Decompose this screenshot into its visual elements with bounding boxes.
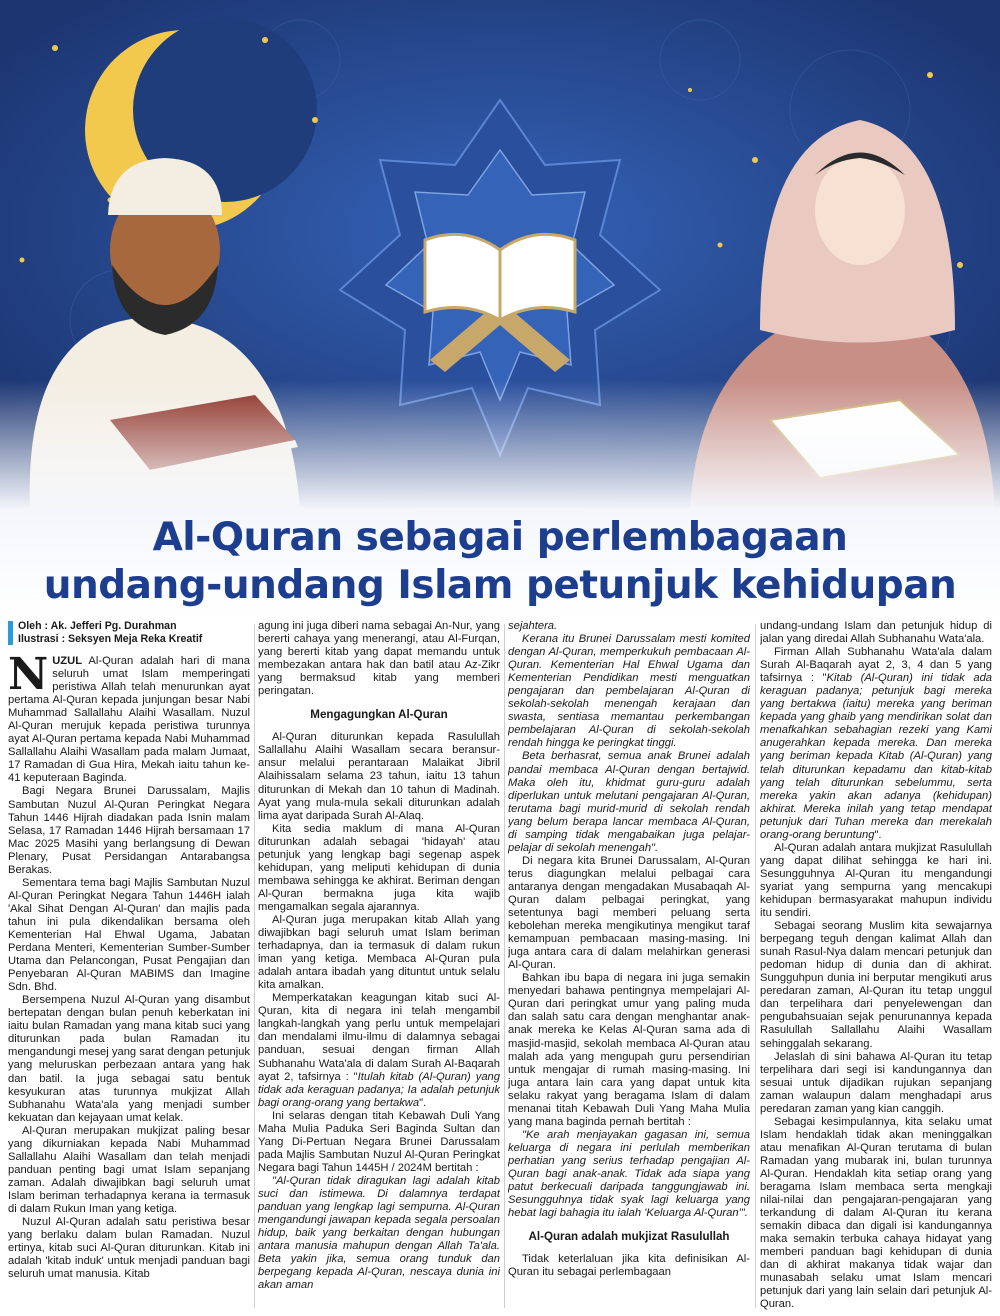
paragraph-text: Al-Quran adalah hari di mana seluruh umat Islam memperingati peristiwa Allah telah menurunkan ayat pertama Al-Quran kepada junjungan besar Nabi Muhammad Sallallahu Alaihi Wasallam. Nuzul Al-Quran merujuk kepada peristiwa turunnya ayat Al-Quran pertama kepada Nabi Muhammad Sallallahu Alaihi Wasallam pada malam Jumaat, 17 Ramadan di Gua Hira, Mekah iaitu tahun ke-41 keputeraan Baginda. <box>8 655 250 785</box>
headline-line-1: Al-Quran sebagai perlembagaan <box>152 515 848 560</box>
quote-paragraph: "Al-Quran tidak diragukan lagi adalah kitab suci dan istimewa. Di dalamnya terdapat panduan yang lengkap lagi sempurna. Al-Quran mengandungi jawapan kepada segala persoalan hidup, baik yang berkaitan dengan hubungan antara manusia mahupun dengan Allah Ta'ala. Beta yakin jika, semua orang tunduk dan berpegang kepada Al-Quran, nescaya dunia ini akan aman <box>258 1174 500 1292</box>
quoted-verse: Itulah kitab (Al-Quran) yang tidak ada keraguan padanya; Ia adalah petunjuk bagi orang-orang yang bertakwa <box>258 1070 500 1109</box>
paragraph: Jelaslah di sini bahawa Al-Quran itu tetap terpelihara dari segi isi kandungannya dan sesuai untuk dijadikan rujukan sepanjang zaman walaupun dalam menghadapi arus peredaran zaman yang kian canggih. <box>760 1050 992 1115</box>
paragraph: Al-Quran adalah antara mukjizat Rasulullah yang dapat dilihat sehingga ke hari ini. Sesungguhnya Al-Quran itu mengandungi syariat yang sempurna yang mencakupi kehidupan bermasyarakat mahupun individu itu sendiri. <box>760 841 992 920</box>
byline-accent-bar <box>8 621 13 645</box>
column-4 <box>760 620 992 1310</box>
column-1 <box>8 620 250 1310</box>
quote-paragraph: "Ke arah menjayakan gagasan ini, semua keluarga di negara ini perlulah memberikan perhatian yang serius terhadap pengajian Al-Quran bagi anak-anak. Tidak ada siapa yang patut berkecuali daripada tanggungjawab ini. Sesungguhnya tidak syak lagi keluarga yang hebat lagi bahagia itu ialah 'Keluarga Al-Quran'". <box>508 1128 750 1220</box>
paragraph <box>8 649 250 785</box>
paragraph <box>760 646 992 842</box>
paragraph: Al-Quran juga merupakan kitab Allah yang diwajibkan bagi seluruh umat Islam beriman terhadapnya, dan ia termasuk di dalam rukun iman yang ketiga. Membaca Al-Quran pula adalah antara ibadah yang dituntut untuk selalu kita amalkan. <box>258 913 500 992</box>
paragraph: Kita sedia maklum di mana Al-Quran diturunkan adalah sebagai 'hidayah' atau petunjuk yang lengkap bagi segenap aspek kehidupan, yang meliputi kehidupan di dunia membawa sehingga ke akhirat. Beriman dengan Al-Quran bermakna juga kita wajib mengamalkan segala ajarannya. <box>258 822 500 913</box>
article-body <box>8 620 992 1310</box>
paragraph-text: Firman Allah Subhanahu Wata'ala dalam Surah Al-Baqarah ayat 2, 3, 4 dan 5 yang tafsirnya : " <box>760 646 992 685</box>
paragraph: Tidak keterlaluan jika kita definisikan Al-Quran itu sebagai perlembagaan <box>508 1253 750 1279</box>
paragraph: Sebagai seorang Muslim kita sewajarnya berpegang teguh dengan kalimat Allah dan sunah Rasul-Nya dalam mencari petunjuk dan pedoman hidup di dunia dan di akhirat. Sungguhpun dunia ini berputar mengikuti arus peredaran zaman, Al-Quran itu tetap unggul dan terpelihara dari penyelewengan dan pengubahsuaian sejak penurunannya kepada Rasulullah Sallallahu Alaihi Wasallam sehinggalah sekarang. <box>760 920 992 1050</box>
paragraph-text: ". <box>419 1096 427 1109</box>
byline-author: Oleh : Ak. Jefferi Pg. Durahman <box>18 620 177 632</box>
paragraph: Di negara kita Brunei Darussalam, Al-Quran terus diagungkan melalui pelbagai cara antaranya dengan mengadakan Musabaqah Al-Quran dalam pelbagai peringkat, yang setentunya bagi memberi peluang serta kebolehan mereka mengikutinya mengikut taraf kemampuan pembacaan masing-masing. Ini juga antara cara di dalam melahirkan generasi Al-Quran. <box>508 854 750 972</box>
paragraph: Al-Quran diturunkan kepada Rasulullah Sallallahu Alaihi Wasallam secara beransur-ansur melalui perantaraan Malaikat Jibril Alaihissalam selama 23 tahun, iaitu 13 tahun diturunkan di Mekah dan 10 tahun di Madinah. Ayat yang mula-mula sekali diturunkan adalah lima ayat daripada Surah Al-Alaq. <box>258 731 500 822</box>
paragraph: Bagi Negara Brunei Darussalam, Majlis Sambutan Nuzul Al-Quran Peringkat Negara Tahun 1446 Hijrah diadakan pada Isnin malam Selasa, 17 Ramadan 1446 Hijrah bersamaan 17 Mac 2025 Masihi yang berlangsung di Dewan Plenary, Pusat Persidangan Antarabangsa Berakas. <box>8 785 250 876</box>
paragraph: Bersempena Nuzul Al-Quran yang disambut bertepatan dengan bulan penuh keberkatan ini iaitu bulan Ramadan yang mana kitab suci yang diturunkan pada bulan Ramadan itu mengandungi mesej yang sarat dengan petunjuk yang meluruskan perbezaan antara yang hak dan batil. Ia juga sebagai satu bentuk kesyukuran atas turunnya mukjizat Allah Subhanahu Wata'ala yang menjadi sumber kekuatan dan kejayaan umat kelak. <box>8 994 250 1124</box>
byline <box>8 620 250 645</box>
byline-illustration: Ilustrasi : Seksyen Meja Reka Kreatif <box>18 632 203 645</box>
hero-illustration <box>0 0 1000 510</box>
column-divider <box>504 624 505 1308</box>
column-divider <box>254 624 255 1308</box>
column-divider <box>755 624 756 1308</box>
quote-paragraph: Kerana itu Brunei Darussalam mesti komited dengan Al-Quran, memperkukuh pembacaan Al-Quran. Kementerian Hal Ehwal Ugama dan Kementerian Pendidikan mesti menguatkan pengajaran dan pembelajaran Al-Quran di sekolah-sekolah menengah kerajaan dan swasta, sentiasa memantau perkembangan pembelajaran Al-Quran di sekolah-sekolah rendah hingga ke peringkat tinggi. <box>508 633 750 750</box>
paragraph: Sebagai kesimpulannya, kita selaku umat Islam hendaklah tidak akan meninggalkan atau menafikan Al-Quran terutama di bulan Ramadan yang mubarak ini, bulan turunnya Al-Quran. Hendaklah kita setiap orang yang beragama Islam membaca serta mengkaji nilai-nilai dan pengajaran-pengajaran yang terkandung di dalam Al-Quran itu kerana semakin dibaca dan digali isi kandungannya maka semakin terbuka cahaya hidayat yang memberi panduan bagi kehidupan di dunia dan di akhirat makanya tidak wajar dan munasabah selaku umat Islam mencari petunjuk dari yang lain selain dari petunjuk Al-Quran. <box>760 1115 992 1310</box>
paragraph: agung ini juga diberi nama sebagai An-Nur, yang bererti cahaya yang menerangi, atau Al-Furqan, yang bererti kitab yang dapat memandu untuk membezakan antara hak dan batil atau Az-Zikr yang bermaksud kitab yang memberi peringatan. <box>258 620 500 698</box>
paragraph: undang-undang Islam dan petunjuk hidup di jalan yang diredai Allah Subhanahu Wata'ala. <box>760 620 992 646</box>
section-heading: Al-Quran adalah mukjizat Rasulullah <box>528 1230 730 1244</box>
quote-paragraph: Beta berhasrat, semua anak Brunei adalah pandai membaca Al-Quran dengan bertajwid. Maka oleh itu, khidmat guru-guru adalah diperlukan untuk melutani pengajaran Al-Quran, terutama bagi murid-murid di sekolah rendah yang belum berapa lancar membaca Al-Quran, di samping tidak mengabaikan juga pelajar-pelajar di sekolah menengah". <box>508 750 750 854</box>
drop-cap: N <box>8 649 49 700</box>
lead-word: UZUL <box>52 655 83 667</box>
quoted-verse: Kitab (Al-Quran) ini tidak ada keraguan padanya; petunjuk bagi mereka yang bertakwa (iaitu) mereka yang beriman kepada yang ghaib yang mendirikan solat dan menafkahkan sebahagian rezeki yang Kami anugerahkan kepada mereka. Dan mereka yang beriman kepada Kitab (Al-Quran) yang telah diturunkan kepadamu dan kitab-kitab yang telah diturunkan sebelummu, serta mereka yakin akan adanya (kehidupan) akhirat. Mereka inilah yang tetap mendapat petunjuk dari Tuhan mereka dan merekalah orang-orang beruntung <box>760 672 992 841</box>
headline-line-2: undang-undang Islam petunjuk kehidupan <box>43 563 957 608</box>
paragraph: Nuzul Al-Quran adalah satu peristiwa besar yang berlaku dalam bulan Ramadan. Nuzul ertinya, kitab suci Al-Quran diturunkan. Kitab ini adalah 'kitab induk' untuk menjadi panduan bagi seluruh umat manusia. Kitab <box>8 1216 250 1281</box>
paragraph <box>258 992 500 1109</box>
paragraph: Al-Quran merupakan mukjizat paling besar yang dikurniakan kepada Nabi Muhammad Sallallahu Alaihi Wasallam dan telah menjadi panduan penting bagi umat Islam sepanjang zaman. Adalah diwajibkan bagi seluruh umat Islam beriman terhadapnya kerana ia termasuk di dalam Rukun Iman yang ketiga. <box>8 1124 250 1215</box>
paragraph: Ini selaras dengan titah Kebawah Duli Yang Maha Mulia Paduka Seri Baginda Sultan dan Yang Di-Pertuan Negara Brunei Darussalam pada Majlis Sambutan Nuzul Al-Quran Peringkat Negara bagi Tahun 1445H / 2024M bertitah : <box>258 1109 500 1174</box>
column-2 <box>258 620 500 1310</box>
hero-artwork <box>0 0 1000 510</box>
paragraph-text: Memperkatakan keagungan kitab suci Al-Quran, kita di negara ini telah mengambil langkah-langkah yang perlu untuk mempelajari dan mendalami ilmu-ilmu di dalamnya sebagai panduan, sesuai dengan firman Allah Subhanahu Wata'ala di dalam Surah Al-Baqarah ayat 2, tafsirnya : " <box>258 992 500 1083</box>
column-3 <box>508 620 750 1310</box>
section-heading: Mengagungkan Al-Quran <box>310 708 448 722</box>
paragraph: Sementara tema bagi Majlis Sambutan Nuzul Al-Quran Peringkat Negara Tahun 1446H ialah 'Akal Sihat Dengan Al-Quran' dan majlis pada tahun ini pula dikendalikan bersama oleh Kementerian Hal Ehwal Ugama, Jabatan Perdana Menteri, Kementerian Sumber-Sumber Utama dan Pelancongan, Pusat Pengajian dan Penyebaran Al-Quran MABIMS dan Imagine Sdn. Bhd. <box>8 876 250 994</box>
quote-paragraph: sejahtera. <box>508 620 558 632</box>
paragraph-text: ". <box>874 828 882 841</box>
paragraph: Bahkan ibu bapa di negara ini juga semakin menyedari bahawa pentingnya mempelajari Al-Quran dari peringkat umur yang paling muda dan salah satu cara dengan menghantar anak-anak mereka ke Kelas Al-Quran sama ada di masjid-masjid, sekolah membaca Al-Quran atau malah ada yang mengupah guru persendirian untuk mengajar di rumah masing-masing. Ini juga antara lain cara yang dapat untuk kita selaku rakyat yang beragama Islam di dalam menanai titah Kebawah Duli Yang Maha Mulia yang mana baginda pernah bertitah : <box>508 972 750 1128</box>
